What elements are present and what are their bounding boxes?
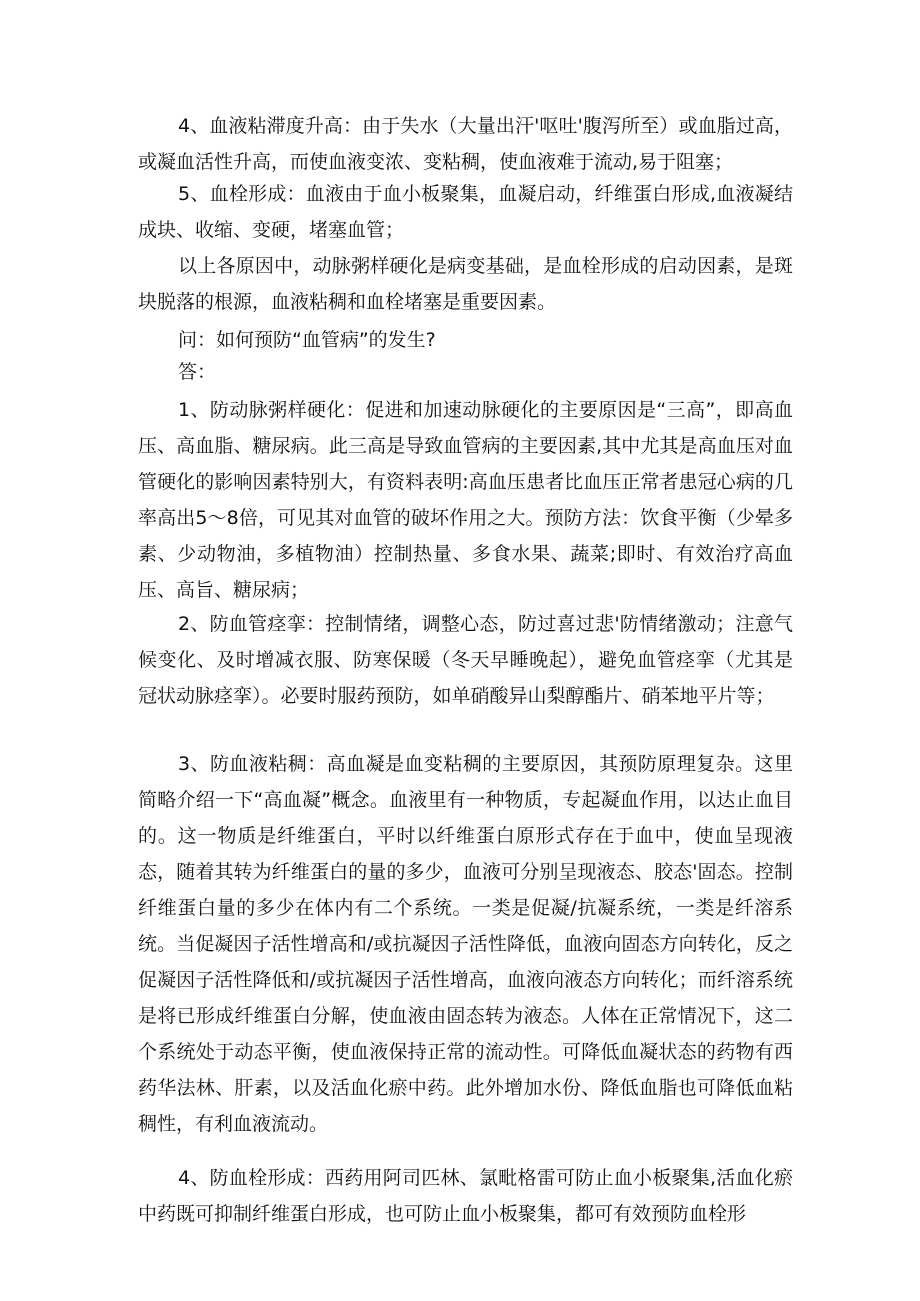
- question-heading: 问：如何预防“血管病”的发生?: [178, 329, 436, 351]
- answer-item-thrombus: 4、防血栓形成：西药用阿司匹林、氯毗格雷可防止血小板聚集,活血化瘀中药既可抑制纤维蛋白形成，也可防止血小板聚集，都可有效预防血栓形: [138, 1167, 793, 1225]
- paragraph-blood-viscosity: 4、血液粘滞度升高：由于失水（大量出汗'呕吐'腹泻所至）或血脂过高，或凝血活性升高，而使血液变浓、变粘稠，使血液难于流动,易于阻塞；: [138, 115, 793, 173]
- answer-item-vasospasm: 2、防血管痉挛：控制情绪，调整心态，防过喜过悲'防情绪激动；注意气候变化、及时增减衣服、防寒保暖（冬天早睡晚起），避免血管痉挛（尤其是冠状动脉痉挛）。必要时服药预防，如单硝酸异山梨醇酯片、硝苯地平片等；: [138, 613, 793, 707]
- answer-item-blood-viscosity: 3、防血液粘稠：高血凝是血变粘稠的主要原因，其预防原理复杂。这里简略介绍一下“高血凝”概念。血液里有一种物质，专起凝血作用，以达止血目的。这一物质是纤维蛋白，平时以纤维蛋白原形式存在于血中，使血呈现液态，随着其转为纤维蛋白的量的多少，血液可分别呈现液态、胶态'固态。控制纤维蛋白量的多少在体内有二个系统。一类是促凝/抗凝系统，一类是纤溶系统。当促凝因子活性增高和/或抗凝因子活性降低，血液向固态方向转化，反之促凝因子活性降低和/或抗凝因子活性增高，血液向液态方向转化；而纤溶系统是将已形成纤维蛋白分解，使血液由固态转为液态。人体在正常情况下，这二个系统处于动态平衡，使血液保持正常的流动性。可降低血凝状态的药物有西药华法林、肝素，以及活血化瘀中药。此外增加水份、降低血脂也可降低血粘稠性，有利血液流动。: [138, 753, 793, 1135]
- answer-label: 答：: [178, 361, 217, 383]
- paragraph-summary: 以上各原因中，动脉粥样硬化是病变基础，是血栓形成的启动因素，是斑块脱落的根源，血液粘稠和血栓堵塞是重要因素。: [138, 255, 793, 313]
- answer-item-atherosclerosis: 1、防动脉粥样硬化：促进和加速动脉硬化的主要原因是“三高”，即高血压、高血脂、糖尿病。此三高是导致血管病的主要因素,其中尤其是高血压对血管硬化的影响因素特别大，有资料表明:高血压患者比血压正常者患冠心病的几率高出5〜8倍，可见其对血管的破坏作用之大。预防方法：饮食平衡（少晕多素、少动物油，多植物油）控制热量、多食水果、蔬菜;即时、有效治疗高血压、高旨、糖尿病；: [138, 399, 793, 601]
- paragraph-thrombus-formation: 5、血栓形成：血液由于血小板聚集，血凝启动，纤维蛋白形成,血液凝结成块、收缩、变硬，堵塞血管；: [138, 183, 793, 241]
